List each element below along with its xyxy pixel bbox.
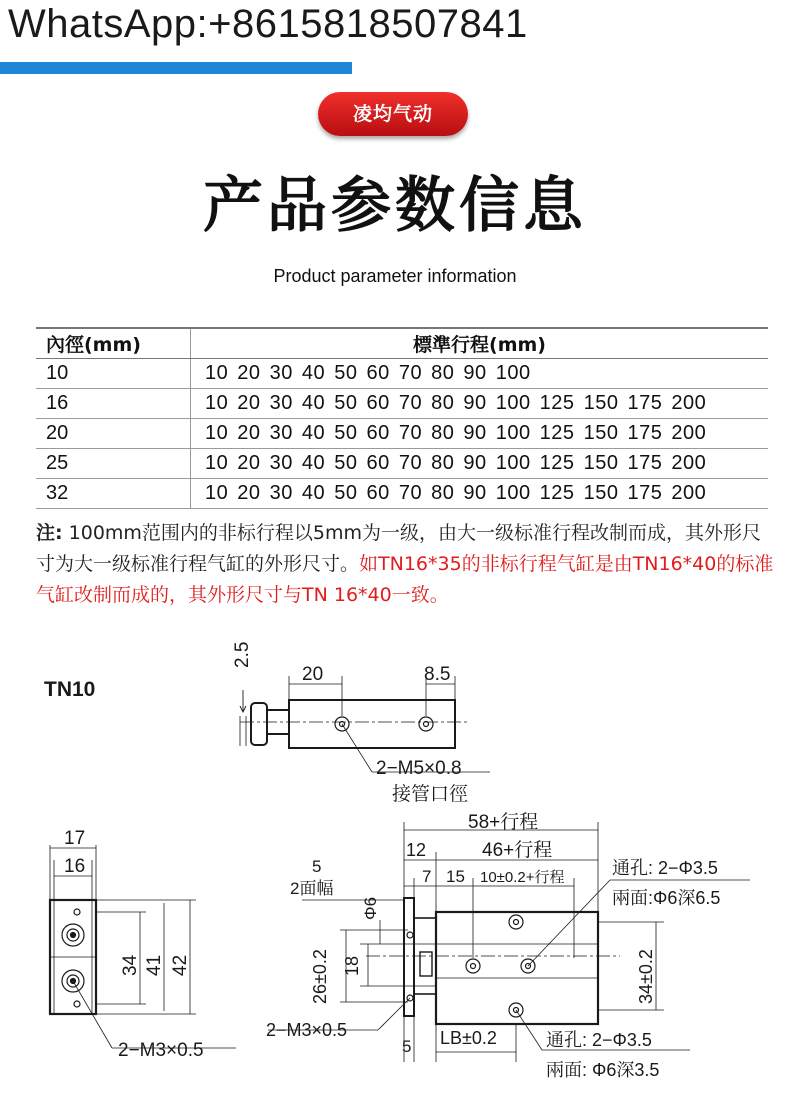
port-label: 接管口徑 [392, 784, 469, 805]
note-example: 如TN16*35的非标行程气缸是由TN16*40的标准气缸改制而成的，其外形尺寸与TN 16*40一致。 [36, 553, 774, 606]
header-accent-bar [0, 62, 352, 74]
cell-bore: 20 [36, 419, 191, 449]
through-hole-top: 通孔: 2−Φ3.5 [612, 858, 718, 878]
cell-strokes: 10 20 30 40 50 60 70 80 90 100 125 150 175 200 [191, 449, 769, 479]
dim-18: 18 [342, 955, 362, 976]
dim-20: 20 [302, 664, 324, 685]
cell-strokes: 10 20 30 40 50 60 70 80 90 100 125 150 175 200 [191, 479, 769, 509]
dim-34-front: 34±0.2 [636, 949, 656, 1004]
page-title: 产品参数信息 [203, 171, 587, 241]
technical-drawing [0, 640, 790, 1096]
counterbore-top: 兩面:Φ6深6.5 [612, 888, 721, 908]
dim-16: 16 [64, 856, 86, 877]
dim-10: 10±0.2+行程 [480, 869, 565, 886]
dim-42: 42 [170, 954, 191, 976]
side-view [50, 828, 236, 1061]
counterbore-bottom: 兩面: Φ6深3.5 [546, 1060, 660, 1080]
flats-label: 2面幅 [290, 879, 334, 898]
cell-bore: 16 [36, 389, 191, 419]
table-row [36, 479, 768, 509]
dim-34: 34 [120, 954, 141, 976]
top-view [232, 642, 490, 805]
dim-mid: 46+行程 [482, 840, 553, 861]
cell-bore: 25 [36, 449, 191, 479]
side-thread: 2−M3×0.5 [118, 1040, 204, 1061]
header-stroke: 標準行程(mm) [191, 328, 769, 359]
cell-bore: 10 [36, 359, 191, 389]
note-text: 100mm范围内的非标行程以5mm为一级，由大一级标准行程改制而成，其外形尺寸为大一级标准行程气缸的外形尺寸。 [36, 522, 762, 575]
table-row [36, 419, 768, 449]
cell-strokes: 10 20 30 40 50 60 70 80 90 100 125 150 175 200 [191, 419, 769, 449]
cell-strokes: 10 20 30 40 50 60 70 80 90 100 125 150 175 200 [191, 389, 769, 419]
table-header-row [36, 328, 768, 359]
dim-phi6: Φ6 [361, 896, 380, 920]
whatsapp-contact: WhatsApp:+8615818507841 [8, 2, 528, 46]
dim-5: 5 [312, 857, 322, 876]
through-hole-bottom: 通孔: 2−Φ3.5 [546, 1030, 652, 1050]
table-row [36, 389, 768, 419]
page-subtitle: Product parameter information [273, 266, 517, 286]
table-row [36, 359, 768, 389]
dim-15: 15 [446, 867, 465, 886]
dim-5-bottom: 5 [402, 1037, 412, 1056]
dim-7: 7 [422, 867, 432, 886]
dim-8-5: 8.5 [424, 664, 451, 685]
dim-26: 26±0.2 [310, 949, 330, 1004]
port-thread: 2−M5×0.8 [376, 758, 462, 779]
dim-2-5: 2.5 [232, 641, 253, 668]
header-bore: 內徑(mm) [36, 328, 191, 359]
stroke-table [36, 327, 768, 509]
model-label: TN10 [44, 678, 96, 701]
dim-17: 17 [64, 828, 86, 849]
table-row [36, 449, 768, 479]
dim-lb: LB±0.2 [440, 1028, 497, 1048]
note-paragraph [36, 518, 776, 611]
dim-overall: 58+行程 [468, 812, 539, 833]
cell-strokes: 10 20 30 40 50 60 70 80 90 100 [191, 359, 769, 389]
front-view [266, 811, 750, 1080]
dim-41: 41 [144, 954, 165, 976]
brand-badge: 凌均气动 [318, 92, 468, 136]
note-label: 注: [36, 522, 63, 544]
cell-bore: 32 [36, 479, 191, 509]
dim-12: 12 [406, 840, 427, 860]
front-thread: 2−M3×0.5 [266, 1020, 348, 1040]
